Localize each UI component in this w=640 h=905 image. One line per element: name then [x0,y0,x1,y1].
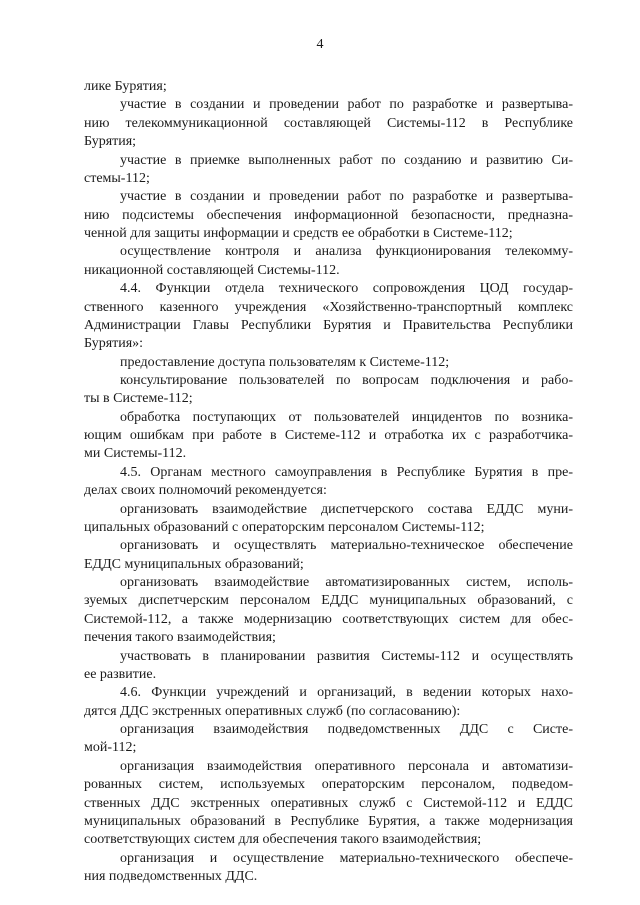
text-line: предоставление доступа пользователям к Системе-112; [120,354,450,370]
page-number: 4 [316,37,324,52]
text-line: организовать взаимодействие автоматизированных систем, исполь- [120,575,573,590]
text-line: нию телекоммуникационной составляющей Системы-112 в Республике [84,115,573,131]
text-line: Бурятия»: [84,336,144,352]
text-line: организация и осуществление материально-технического обеспече- [120,850,573,866]
text-line: ственных ДДС экстренных оперативных служб с Системой-112 и ЕДДС [84,795,573,811]
text-line: стемы-112; [84,170,150,186]
text-line: осуществление контроля и анализа функционирования телекомму- [120,244,573,260]
text-line: печения такого взаимодействия; [84,630,276,646]
text-line: 4.6. Функции учреждений и организаций, в ведении которых нахо- [120,685,573,701]
text-line: 4.4. Функции отдела технического сопровождения ЦОД государ- [120,281,573,297]
text-line: консультирование пользователей по вопросам подключения и рабо- [120,373,573,388]
text-line: ченной для защиты информации и средств ее обработки в Системе-112; [84,226,513,241]
text-line: ЕДДС муниципальных образований; [84,556,304,572]
text-line: участие в создании и проведении работ по разработке и развертыва- [120,189,573,205]
text-line: организовать взаимодействие диспетчерского состава ЕДДС муни- [120,501,573,517]
text-line: Системой-112, а также модернизацию соответствующих систем для обес- [84,611,573,627]
text-line: лике Бурятия; [84,79,167,94]
text-line: ми Системы-112. [84,446,187,462]
text-line: ты в Системе-112; [84,391,193,407]
text-line: мой-112; [84,740,137,756]
text-line: ственного казенного учреждения «Хозяйственно-транспортный комплекс [84,299,573,315]
text-line: муниципальных образований в Республике Бурятия, а также модернизация [84,813,573,829]
text-line: соответствующих систем для обеспечения такого взаимодействия; [84,832,482,848]
text-line: обработка поступающих от пользователей инцидентов по возника- [120,409,573,425]
text-line: Бурятия; [84,134,137,150]
text-line: участие в приемке выполненных работ по созданию и развитию Си- [120,152,573,168]
text-line: дятся ДДС экстренных оперативных служб (по согласованию): [84,703,461,719]
text-line: нию подсистемы обеспечения информационной безопасности, предназна- [84,207,573,223]
text-line: Администрации Главы Республики Бурятия и Правительства Республики [84,317,573,333]
text-line: организация взаимодействия оперативного персонала и автоматизи- [120,758,573,774]
text-line: участвовать в планировании развития Системы-112 и осуществлять [120,648,573,664]
text-line: делах своих полномочий рекомендуется: [84,483,327,499]
text-line: рованных систем, используемых операторским персоналом, подведом- [84,777,573,793]
text-line: ющим ошибкам при работе в Системе-112 и отработка их с разработчика- [84,428,573,444]
text-line: зуемых диспетчерским персоналом ЕДДС муниципальных образований, с [84,593,573,609]
text-line: ее развитие. [84,666,157,682]
text-line: организация взаимодействия подведомственных ДДС с Систе- [120,722,573,737]
text-line: участие в создании и проведении работ по разработке и развертыва- [120,97,573,113]
text-line: ния подведомственных ДДС. [84,869,258,884]
text-line: ципальных образований с операторским персоналом Системы-112; [84,519,485,535]
text-line: организовать и осуществлять материально-техническое обеспечение [120,538,573,554]
text-line: 4.5. Органам местного самоуправления в Республике Бурятия в пре- [120,464,573,480]
text-line: никационной составляющей Системы-112. [84,262,340,278]
